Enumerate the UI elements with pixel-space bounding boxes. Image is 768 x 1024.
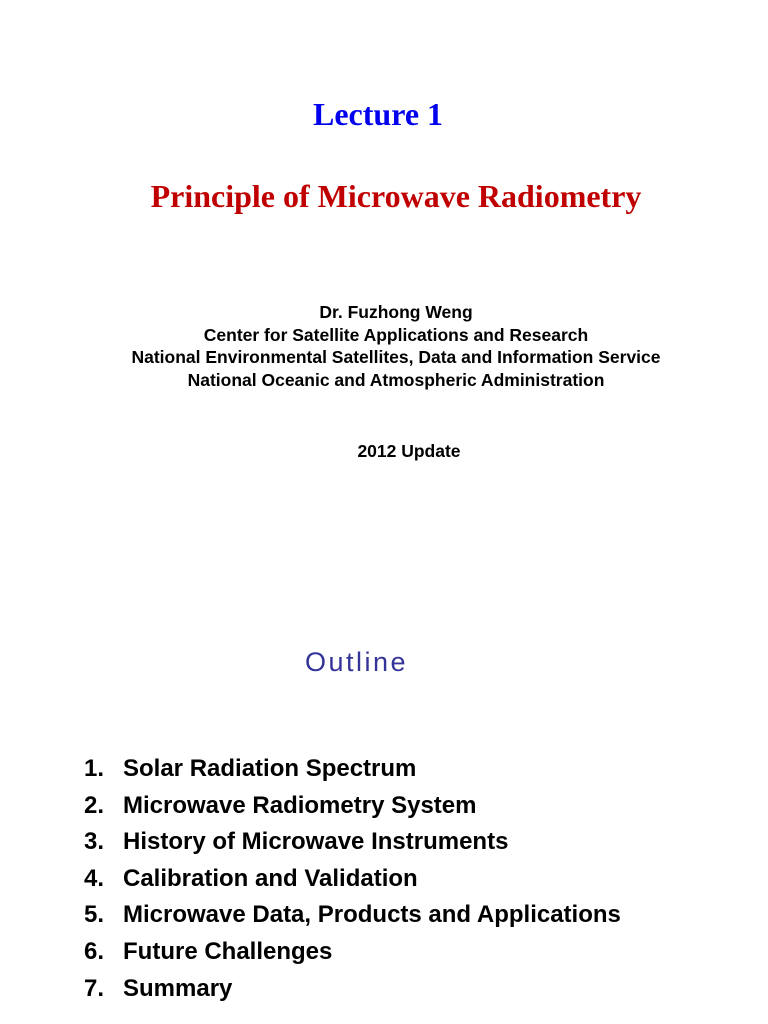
list-item-number: 3.	[84, 828, 105, 856]
list-item	[84, 751, 621, 788]
lecture-title	[0, 94, 768, 134]
main-title	[0, 176, 768, 216]
list-item-number: 1.	[84, 755, 105, 782]
list-item-label: Calibration and Validation	[123, 864, 418, 892]
author-block	[0, 301, 768, 391]
list-item-label: History of Microwave Instruments	[123, 828, 509, 856]
list-item-label: Future Challenges	[123, 937, 333, 965]
update-label	[0, 440, 768, 462]
lecture-title-text: Lecture 1	[312, 96, 444, 132]
list-item	[84, 971, 621, 1008]
list-item-number: 6.	[84, 937, 105, 965]
list-item-label: Microwave Data, Products and Applications	[123, 901, 621, 929]
author-name: Dr. Fuzhong Weng	[319, 302, 473, 322]
outline-list	[84, 751, 621, 1007]
list-item-label: Solar Radiation Spectrum	[123, 755, 417, 782]
list-item	[84, 897, 621, 934]
update-text: 2012 Update	[357, 441, 461, 461]
list-item-number: 5.	[84, 901, 105, 929]
list-item	[84, 934, 621, 971]
list-item	[84, 861, 621, 898]
main-title-text: Principle of Microwave Radiometry	[150, 178, 642, 214]
list-item	[84, 788, 621, 825]
list-item-label: Summary	[123, 974, 233, 1002]
list-item-label: Microwave Radiometry System	[123, 791, 477, 819]
list-item-number: 4.	[84, 864, 105, 892]
affiliation-line: National Environmental Satellites, Data and Information Service	[131, 347, 661, 367]
list-item-number: 2.	[84, 791, 105, 819]
outline-heading: Outline	[305, 647, 409, 677]
list-item-number: 7.	[84, 974, 105, 1002]
list-item	[84, 824, 621, 861]
affiliation-line: Center for Satellite Applications and Research	[203, 324, 589, 345]
affiliation-line: National Oceanic and Atmospheric Administration	[187, 369, 605, 390]
